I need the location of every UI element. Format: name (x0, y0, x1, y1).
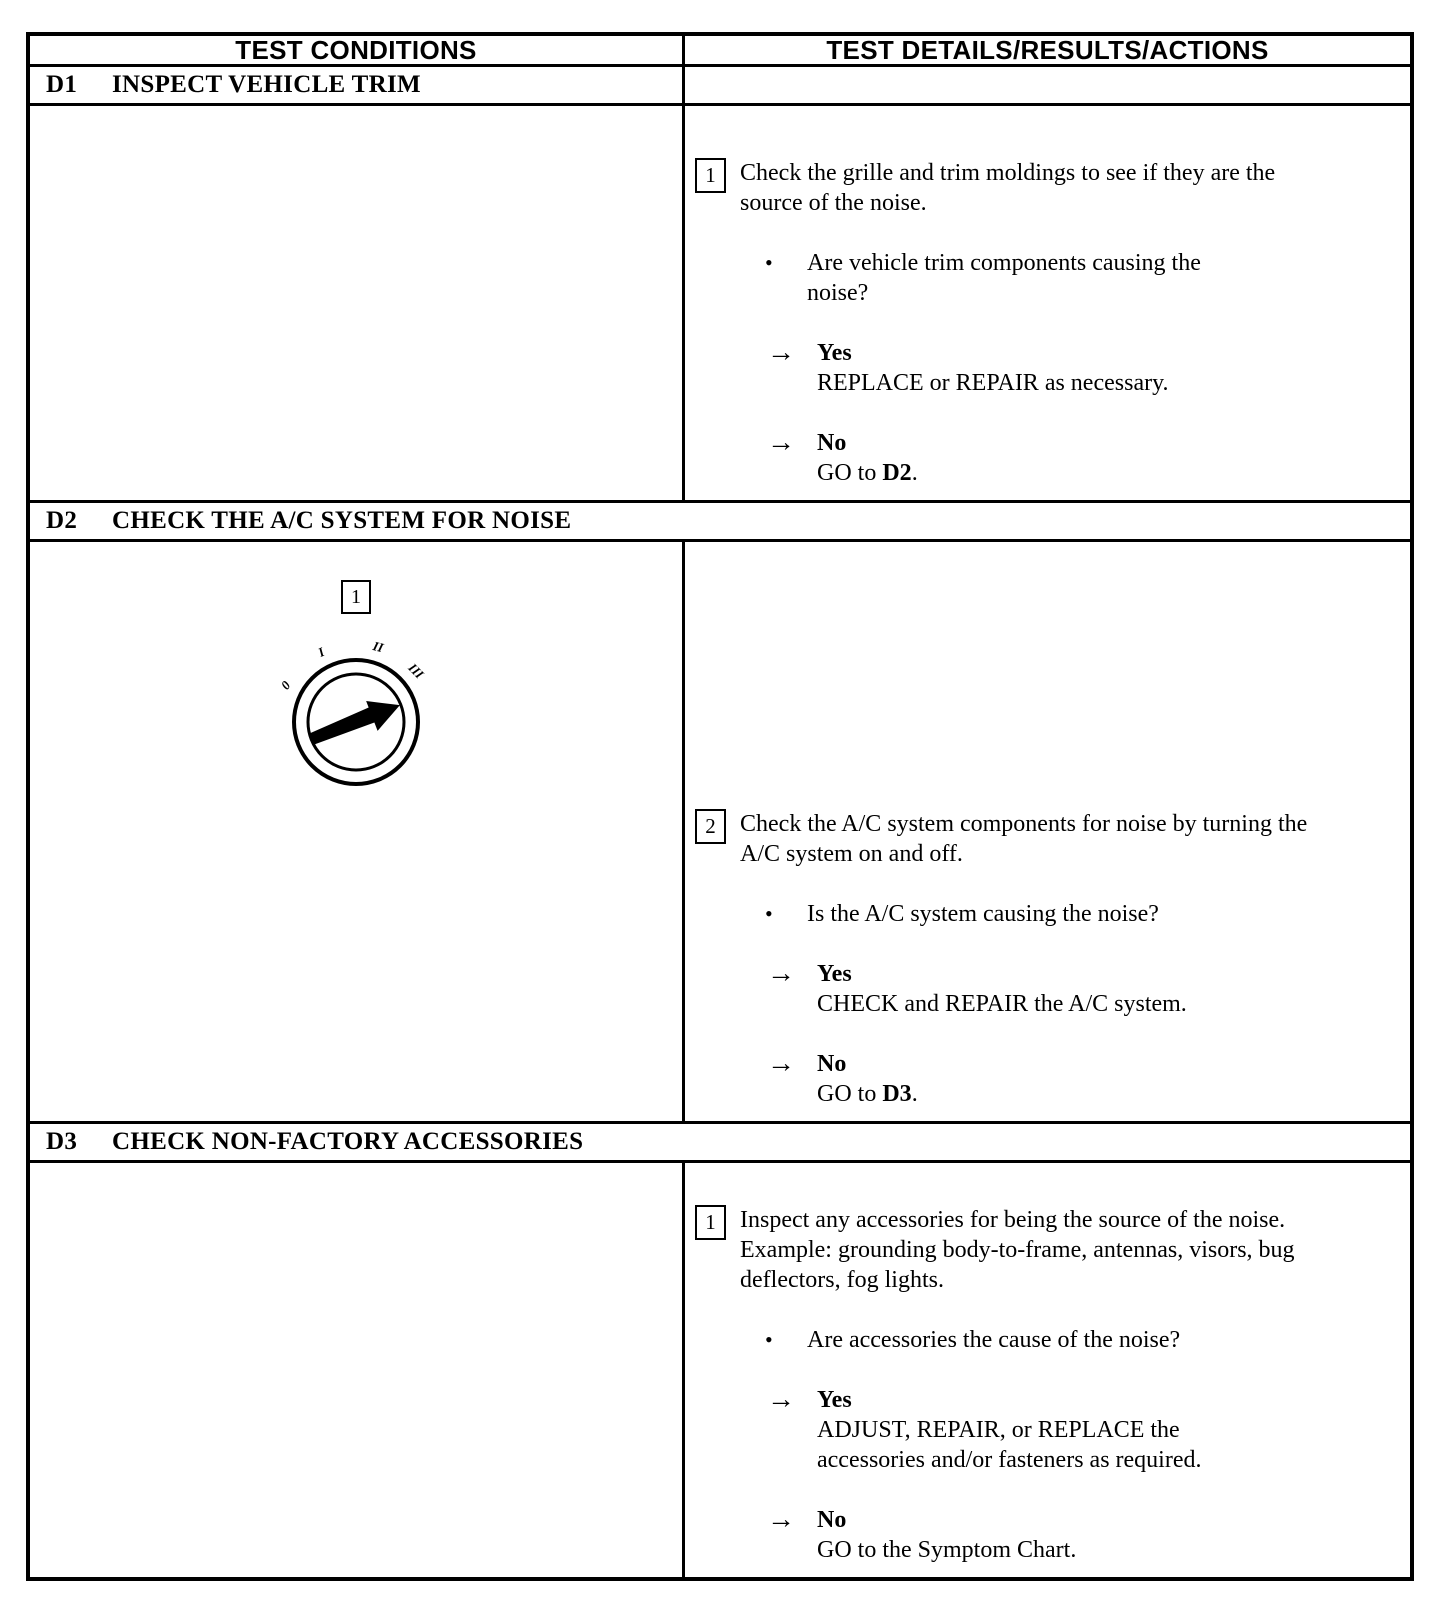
d3-yes-action: ADJUST, REPAIR, or REPLACE the accessories and/or fasteners as required. (817, 1417, 1202, 1473)
section-d2-title-row (30, 500, 1410, 539)
header-test-conditions-label: TEST CONDITIONS (235, 34, 477, 65)
arrow-icon: → (767, 337, 795, 368)
d1-result-yes (767, 338, 1392, 398)
d3-conditions-cell (30, 1163, 685, 1577)
d1-no-label: No (817, 430, 847, 456)
section-d2-title: CHECK THE A/C SYSTEM FOR NOISE (112, 507, 572, 534)
section-d1-title: INSPECT VEHICLE TRIM (112, 71, 421, 98)
section-d3-title-cell (30, 1124, 1410, 1160)
d1-details-cell (685, 106, 1410, 500)
d3-yes-label: Yes (817, 1387, 852, 1413)
pinpoint-test-table (26, 32, 1414, 1581)
section-d3-content-row (30, 1160, 1410, 1577)
dial-position-0-label: 0 (277, 677, 294, 693)
d2-yes-action: CHECK and REPAIR the A/C system. (817, 991, 1187, 1017)
d2-step-instruction (695, 809, 1392, 869)
d3-step-number-box: 1 (695, 1205, 726, 1240)
d2-no-action-prefix: GO to (817, 1081, 883, 1107)
d1-step-instruction (695, 158, 1392, 218)
d3-question-line (765, 1325, 1392, 1355)
bullet-icon: • (765, 901, 773, 926)
ignition-switch-figure (236, 580, 476, 798)
d1-no-action-prefix: GO to (817, 460, 883, 486)
d2-yes-label: Yes (817, 961, 852, 987)
arrow-icon: → (767, 958, 795, 989)
section-d2-content-row (30, 539, 1410, 1121)
arrow-icon: → (767, 1504, 795, 1535)
header-test-conditions (30, 36, 685, 64)
d1-conditions-cell (30, 106, 685, 500)
dial-position-3-label: III (405, 660, 427, 682)
d1-result-no (767, 428, 1392, 488)
d3-no-label: No (817, 1507, 847, 1533)
d3-result-no (767, 1505, 1392, 1565)
d1-step-text: Check the grille and trim moldings to see if they are the source of the noise. (740, 160, 1276, 216)
d3-no-action (817, 1535, 1076, 1565)
section-d3-title-row (30, 1121, 1410, 1160)
d2-no-action-target: D3 (882, 1081, 912, 1107)
d2-step-text: Check the A/C system components for noise by turning the A/C system on and off. (740, 811, 1308, 867)
section-d2-title-cell (30, 503, 1410, 539)
section-d3-id: D3 (46, 1128, 78, 1155)
d3-step-text: Inspect any accessories for being the source of the noise. Example: grounding body-to-frame, antennas, visors, bug deflectors, fog lights. (740, 1207, 1295, 1293)
header-test-details-label: TEST DETAILS/RESULTS/ACTIONS (826, 34, 1269, 65)
d3-no-action-prefix: GO to the Symptom Chart. (817, 1537, 1077, 1563)
arrow-icon: → (767, 1048, 795, 1079)
figure-callout-box: 1 (341, 580, 371, 614)
section-d1-content-row (30, 103, 1410, 500)
dial-arrow-icon (306, 690, 405, 754)
d1-question-text: Are vehicle trim components causing the noise? (807, 250, 1201, 306)
d2-question-line (765, 899, 1392, 929)
arrow-icon: → (767, 1384, 795, 1415)
d2-no-action-suffix: . (911, 1081, 918, 1107)
header-test-details (685, 36, 1410, 64)
d2-question-text: Is the A/C system causing the noise? (807, 901, 1159, 927)
section-d1-id: D1 (46, 71, 78, 98)
d1-no-action-target: D2 (882, 460, 912, 486)
d1-no-action-suffix: . (911, 460, 918, 486)
d2-no-label: No (817, 1051, 847, 1077)
d1-question-line (765, 248, 1392, 308)
d2-result-no (767, 1049, 1392, 1109)
d1-step-number-box: 1 (695, 158, 726, 193)
dial-position-1-label: I (315, 644, 327, 660)
section-d1-title-row (30, 64, 1410, 103)
section-d3-title: CHECK NON-FACTORY ACCESSORIES (112, 1128, 584, 1155)
d2-step-number-box: 2 (695, 809, 726, 844)
d3-result-yes (767, 1385, 1392, 1475)
d2-details-cell (685, 542, 1410, 1121)
arrow-icon: → (767, 427, 795, 458)
section-d1-title-empty-cell (685, 67, 1410, 103)
d2-conditions-cell (30, 542, 685, 1121)
d2-no-action (817, 1079, 918, 1109)
d2-result-yes (767, 959, 1392, 1019)
section-d1-title-cell (30, 67, 685, 103)
bullet-icon: • (765, 1327, 773, 1352)
ignition-dial-diagram (251, 618, 461, 798)
dial-position-2-label: II (371, 638, 385, 656)
d3-details-cell (685, 1163, 1410, 1577)
table-header-row (30, 36, 1410, 64)
d3-step-instruction (695, 1205, 1392, 1295)
d3-question-text: Are accessories the cause of the noise? (807, 1327, 1181, 1353)
d1-yes-action: REPLACE or REPAIR as necessary. (817, 370, 1169, 396)
bullet-icon: • (765, 250, 773, 275)
section-d2-id: D2 (46, 507, 78, 534)
d1-no-action (817, 458, 918, 488)
d1-yes-label: Yes (817, 340, 852, 366)
